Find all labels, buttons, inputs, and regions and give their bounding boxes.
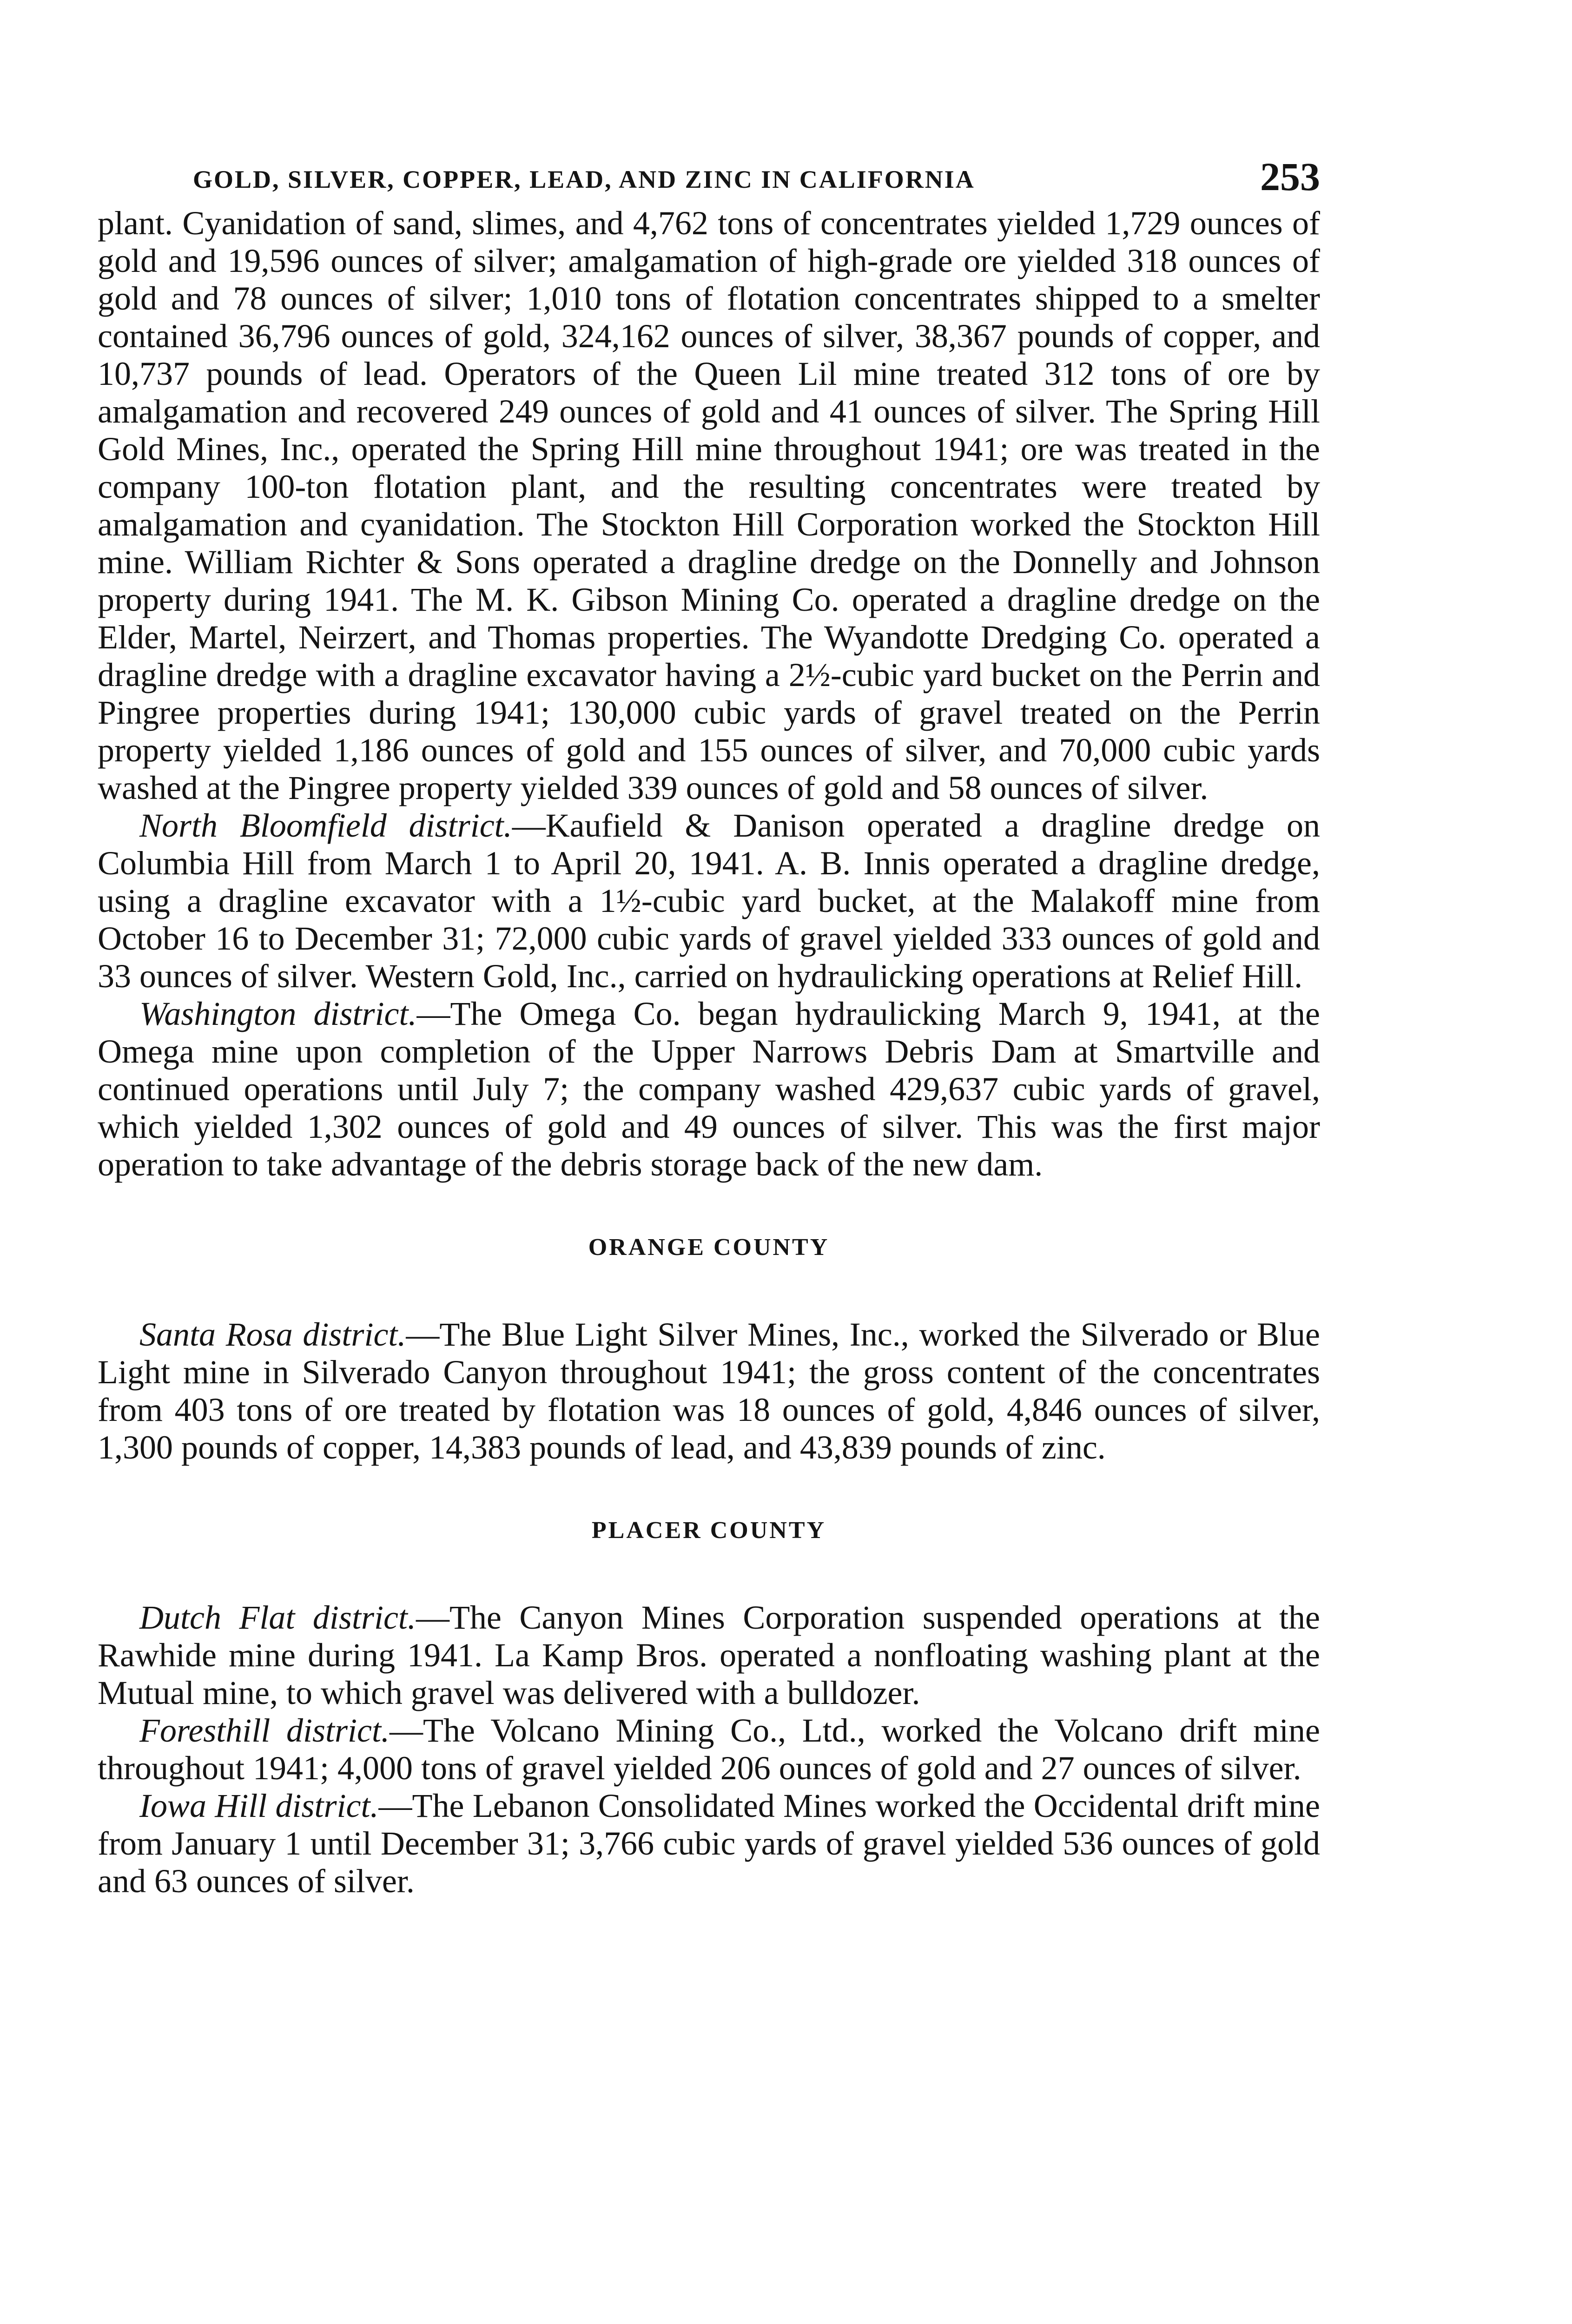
paragraph-text: —The Blue Light Silver Mines, Inc., worked the Silverado or Blue Light mine in Silverado Canyon throughout 1941; the gross content of the concentrates from 403 tons of ore treated by flotation was 18 ounces of gold, 4,846 ounces of silver, 1,300 pounds of copper, 14,383 pounds of lead, and 43,839 pounds of zinc. [98, 1316, 1321, 1466]
district-name: Dutch Flat district. [139, 1599, 416, 1636]
paragraph-washington [98, 995, 1320, 1183]
district-name: North Bloomfield district. [139, 807, 512, 844]
running-header [98, 153, 1320, 205]
paragraph-text: —The Lebanon Consolidated Mines worked the Occidental drift mine from January 1 until December 31; 3,766 cubic yards of gravel yielded 536 ounces of gold and 63 ounces of silver. [98, 1787, 1320, 1900]
section-heading-placer-county: PLACER COUNTY [591, 1517, 826, 1544]
document-page [98, 153, 1320, 1900]
paragraph-dutch-flat [98, 1599, 1320, 1712]
paragraph-text: —The Canyon Mines Corporation suspended operations at the Rawhide mine during 1941. La Kamp Bros. operated a nonfloating washing plant at the Mutual mine, to which gravel was delivered with a bulldozer. [98, 1599, 1320, 1711]
district-name: Foresthill district. [139, 1712, 390, 1749]
paragraph-north-bloomfield [98, 807, 1320, 995]
district-name: Iowa Hill district. [139, 1787, 379, 1824]
paragraph-santa-rosa [98, 1316, 1320, 1466]
page-number: 253 [1260, 154, 1320, 199]
paragraph-foresthill [98, 1712, 1320, 1787]
paragraph-continued-plant: plant. Cyanidation of sand, slimes, and 4,762 tons of concentrates yielded 1,729 ounces of gold and 19,596 ounces of silver; amalgamation of high-grade ore yielded 318 ounces of gold and 78 ounces of silver; 1,010 tons of flotation concentrates shipped to a smelter contained 36,796 ounces of gold, 324,162 ounces of silver, 38,367 pounds of copper, and 10,737 pounds of lead. Operators of the Queen Lil mine treated 312 tons of ore by amalgamation and recovered 249 ounces of gold and 41 ounces of silver. The Spring Hill Gold Mines, Inc., operated the Spring Hill mine throughout 1941; ore was treated in the company 100-ton flotation plant, and the resulting concentrates were treated by amalgamation and cyanidation. The Stockton Hill Corporation worked the Stockton Hill mine. William Richter & Sons operated a dragline dredge on the Donnelly and Johnson property during 1941. The M. K. Gibson Mining Co. operated a dragline dredge on the Elder, Martel, Neirzert, and Thomas properties. The Wyandotte Dredging Co. operated a dragline dredge with a dragline excavator having a 2½-cubic yard bucket on the Perrin and Pingree properties during 1941; 130,000 cubic yards of gravel treated on the Perrin property yielded 1,186 ounces of gold and 155 ounces of silver, and 70,000 cubic yards washed at the Pingree property yielded 339 ounces of gold and 58 ounces of silver. [98, 205, 1320, 806]
paragraph-text: —The Omega Co. began hydraulicking March 9, 1941, at the Omega mine upon completion of the Upper Narrows Debris Dam at Smartville and continued operations until July 7; the company washed 429,637 cubic yards of gravel, which yielded 1,302 ounces of gold and 49 ounces of silver. This was the first major operation to take advantage of the debris storage back of the new dam. [98, 995, 1320, 1183]
running-title: GOLD, SILVER, COPPER, LEAD, AND ZINC IN CALIFORNIA [193, 165, 975, 193]
district-name: Santa Rosa district. [139, 1316, 406, 1353]
district-name: Washington district. [139, 995, 417, 1032]
section-heading-orange-county: ORANGE COUNTY [588, 1234, 830, 1261]
paragraph-text: —Kaufield & Danison operated a dragline dredge on Columbia Hill from March 1 to April 20, 1941. A. B. Innis operated a dragline dredge, using a dragline excavator with a 1½-cubic yard bucket, at the Malakoff mine from October 16 to December 31; 72,000 cubic yards of gravel yielded 333 ounces of gold and 33 ounces of silver. Western Gold, Inc., carried on hydraulicking operations at Relief Hill. [98, 807, 1320, 995]
paragraph-text: —The Volcano Mining Co., Ltd., worked the Volcano drift mine throughout 1941; 4,000 tons of gravel yielded 206 ounces of gold and 27 ounces of silver. [98, 1712, 1320, 1787]
paragraph-iowa-hill [98, 1787, 1320, 1900]
